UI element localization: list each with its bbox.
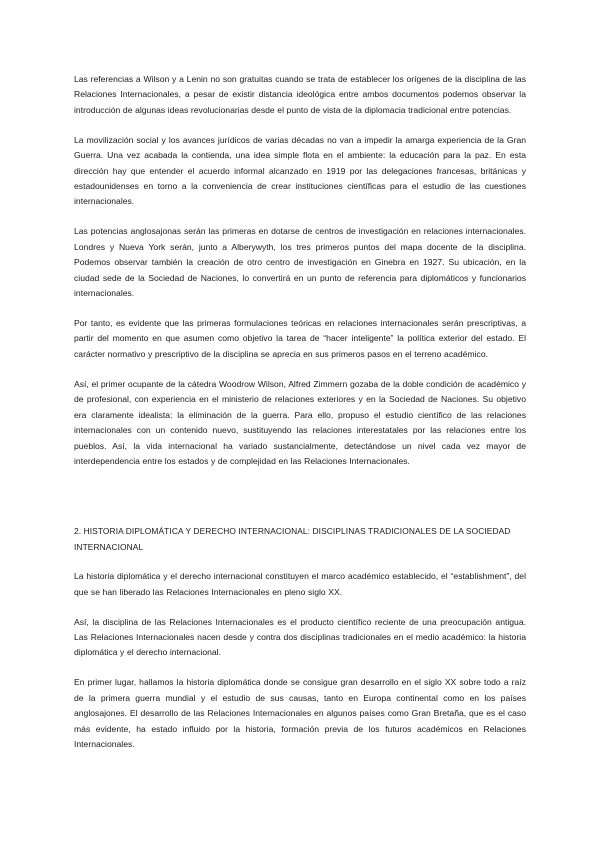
document-body [74, 72, 526, 767]
paragraph-formulaciones-teoricas: Por tanto, es evidente que las primeras formulaciones teóricas en relaciones internacionales serán prescriptivas, a partir del momento en que asumen como objetivo la tarea de “hacer inteligente” la política exterior del estado. El carácter normativo y prescriptivo de la disciplina se aprecia en sus primeros pasos en el terreno académico. [74, 318, 526, 359]
paragraph-potencias-anglosajonas: Las potencias anglosajonas serán las primeras en dotarse de centros de investigación en relaciones internacionales. Londres y Nueva York serán, junto a Alberywyth, los tres primeros puntos del mapa docente de la disciplina. Podemos observar también la creación de otro centro de investigación en Ginebra en 1927. Su ubicación, en la ciudad sede de la Sociedad de Naciones, lo convertirá en un punto de referencia para diplomáticos y funcionarios internacionales. [74, 226, 526, 299]
section-heading: 2. HISTORIA DIPLOMÁTICA Y DERECHO INTERNACIONAL: DISCIPLINAS TRADICIONALES DE LA SOCIEDAD INTERNACIONAL [74, 526, 511, 552]
paragraph-historia-diplomatica: En primer lugar, hallamos la historia diplomática donde se consigue gran desarrollo en el siglo XX sobre todo a raíz de la primera guerra mundial y el estudio de sus causas, tanto en Europa continental como en los países anglosajones. El desarrollo de las Relaciones Internacionales en algunos países como Gran Bretaña, que es el caso más evidente, ha estado influido por la historia, formación previa de los futuros académicos en Relaciones Internacionales. [74, 677, 526, 749]
paragraph-wilson-lenin: Las referencias a Wilson y a Lenin no son gratuitas cuando se trata de establecer los orígenes de la disciplina de las Relaciones Internacionales, a pesar de existir distancia ideológica entre ambos documentos podemos observar la introducción de algunas ideas revolucionarias desde el punto de vista de la diplomacia tradicional entre potencias. [74, 74, 526, 115]
paragraph-establishment: La historia diplomática y el derecho internacional constituyen el marco académico establecido, el “establishment”, del que se han liberado las Relaciones Internacionales en pleno siglo XX. [74, 571, 526, 597]
paragraph-preocupacion-antigua: Así, la disciplina de las Relaciones Internacionales es el producto científico reciente de una preocupación antigua. Las Relaciones Internacionales nacen desde y contra dos disciplinas tradicionales en el medio académico: la historia diplomática y el derecho internacional. [74, 616, 526, 658]
paragraph-gran-guerra: La movilización social y los avances jurídicos de varias décadas no van a impedir la amarga experiencia de la Gran Guerra. Una vez acabada la contienda, una idea simple flota en el ambiente: la educación para la paz. En esta dirección hay que entender el acuerdo informal alcanzado en 1919 por las delegaciones francesas, británicas y estadounidenses en torno a la conveniencia de crear instituciones científicas para el estudio de las cuestiones internacionales. [74, 134, 526, 207]
paragraph-zimmern: Así, el primer ocupante de la cátedra Woodrow Wilson, Alfred Zimmern gozaba de la doble condición de académico y de profesional, con experiencia en el ministerio de relaciones exteriores y en la Sociedad de Naciones. Su objetivo era claramente idealista: la eliminación de la guerra. Para ello, propuso el estudio científico de las relaciones internacionales con un contenido nuevo, sustituyendo las relaciones interestatales por las relaciones entre los pueblos. Así, la vida internacional ha variado sustancialmente, detectándose un nivel cada vez mayor de interdependencia entre los estados y de complejidad en las Relaciones Internacionales. [74, 378, 526, 466]
